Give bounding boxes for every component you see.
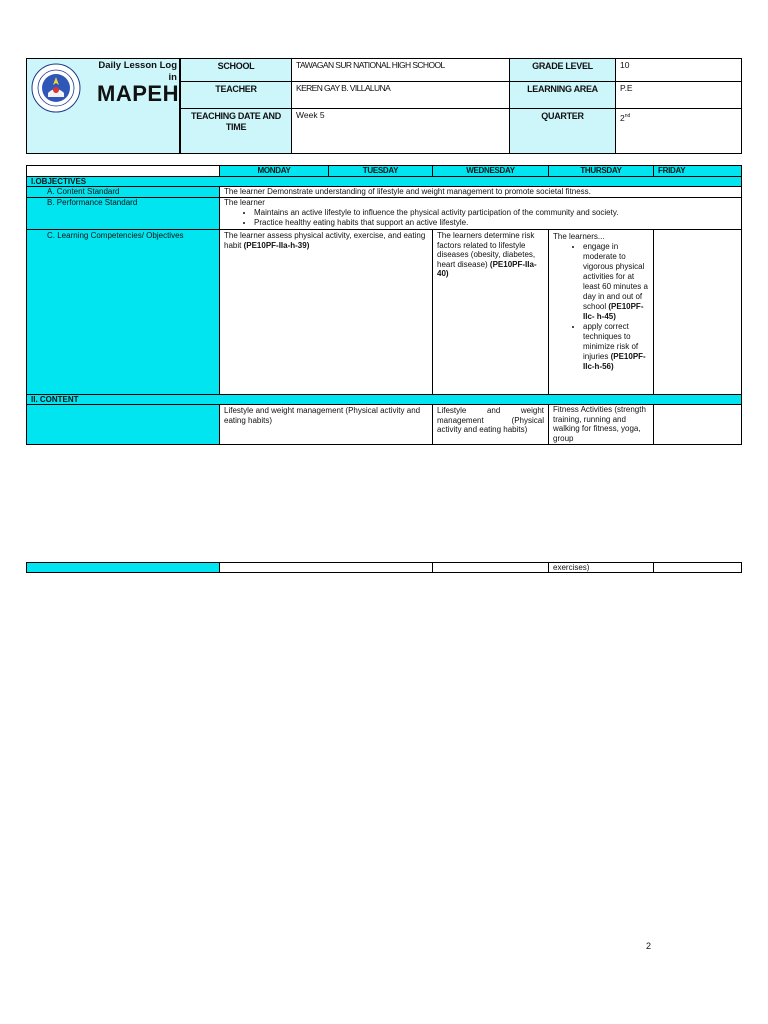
objectives-heading: I.OBJECTIVES xyxy=(26,176,742,187)
competency-thu-item1-text: engage in moderate to vigorous physical activities for at least 60 minutes a day in and out of school xyxy=(583,242,648,311)
day-tuesday: TUESDAY xyxy=(328,165,433,177)
content-cont-fri xyxy=(653,562,742,573)
subject-title: MAPEH xyxy=(97,81,179,106)
grade-value-cell xyxy=(615,58,742,82)
content-cont-thu: exercises) xyxy=(548,562,654,573)
quarter-label: QUARTER xyxy=(541,111,584,121)
content-wed: Lifestyle and weight management (Physical activity and eating habits) xyxy=(432,404,549,445)
content-cont-wed xyxy=(432,562,549,573)
competency-thu-item2-code: (PE10PF-IIc-h-56) xyxy=(583,352,646,371)
header-logo-panel xyxy=(26,58,180,154)
performance-standard-label: B. Performance Standard xyxy=(26,197,220,230)
competencies-thu xyxy=(548,229,654,395)
area-label: LEARNING AREA xyxy=(527,84,598,94)
date-value: Week 5 xyxy=(296,110,325,120)
competencies-label: C. Learning Competencies/ Objectives xyxy=(26,229,220,395)
content-label-cell xyxy=(26,404,220,445)
quarter-label-cell xyxy=(509,108,616,154)
performance-standard-item: • Maintains an active lifestyle to influence the physical activity participation of the community and society. xyxy=(254,208,741,218)
competency-thu-item1-code: (PE10PF-IIc- h-45) xyxy=(583,302,644,321)
competency-thu-item2-text: apply correct techniques to minimize risk of injuries xyxy=(583,322,639,361)
school-label: SCHOOL xyxy=(217,61,255,71)
competencies-fri xyxy=(653,229,742,395)
quarter-value-cell xyxy=(615,108,742,154)
performance-standard-item: • Practice healthy eating habits that support an active lifestyle. xyxy=(254,218,741,228)
school-value-cell xyxy=(291,58,510,82)
area-label-cell xyxy=(509,81,616,109)
competency-thu-list xyxy=(553,242,649,372)
date-label-cell xyxy=(180,108,292,154)
performance-standard-list xyxy=(224,208,741,228)
quarter-value xyxy=(616,109,741,124)
day-thursday: THURSDAY xyxy=(548,165,654,177)
competency-wed-text: The learners determine risk factors related to lifestyle diseases (obesity, diabetes, heart disease) xyxy=(437,231,536,269)
competencies-mon-tue xyxy=(219,229,433,395)
competency-thu-item xyxy=(583,322,649,372)
day-friday: FRIDAY xyxy=(653,165,742,177)
content-standard-label: A. Content Standard xyxy=(26,186,220,198)
teacher-value-cell xyxy=(291,81,510,109)
content-mon-tue: Lifestyle and weight management (Physical activity and eating habits) xyxy=(219,404,433,445)
day-monday: MONDAY xyxy=(219,165,329,177)
content-fri xyxy=(653,404,742,445)
area-value: P.E xyxy=(620,83,633,93)
performance-standard-intro: The learner xyxy=(224,198,265,207)
quarter-suffix: nd xyxy=(624,113,631,120)
deped-seal-icon xyxy=(31,63,81,113)
area-value-cell xyxy=(615,81,742,109)
content-cont-mon-tue xyxy=(219,562,433,573)
competency-mon-tue-text: The learner assess physical activity, exercise, and eating habit xyxy=(224,231,426,250)
school-value: TAWAGAN SUR NATIONAL HIGH SCHOOL xyxy=(296,60,445,70)
competency-wed-code: (PE10PF-IIa-40) xyxy=(437,259,537,278)
day-wednesday: WEDNESDAY xyxy=(432,165,549,177)
performance-standard-cell xyxy=(219,197,742,230)
content-standard-text: The learner Demonstrate understanding of lifestyle and weight management to promote societal fitness. xyxy=(219,186,742,198)
school-label-cell xyxy=(180,58,292,82)
teacher-value: KEREN GAY B. VILLALUNA xyxy=(296,83,391,93)
date-value-cell xyxy=(291,108,510,154)
teacher-label-cell xyxy=(180,81,292,109)
grade-value: 10 xyxy=(620,60,630,70)
competency-thu-intro: The learners... xyxy=(553,232,605,241)
content-cont-label-cell xyxy=(26,562,220,573)
grade-label: GRADE LEVEL xyxy=(532,61,593,71)
grade-label-cell xyxy=(509,58,616,82)
competency-thu-item xyxy=(583,242,649,322)
log-title: Daily Lesson Log in xyxy=(98,60,177,83)
date-label: TEACHING DATE AND TIME xyxy=(191,111,281,132)
content-heading: II. CONTENT xyxy=(26,394,742,405)
competency-mon-tue-code: (PE10PF-IIa-h-39) xyxy=(243,240,310,250)
page-number: 2 xyxy=(646,941,652,951)
quarter-number: 2 xyxy=(620,113,625,123)
content-thu: Fitness Activities (strength training, running and walking for fitness, yoga, group xyxy=(548,404,654,445)
teacher-label: TEACHER xyxy=(215,84,257,94)
competencies-wed xyxy=(432,229,549,395)
